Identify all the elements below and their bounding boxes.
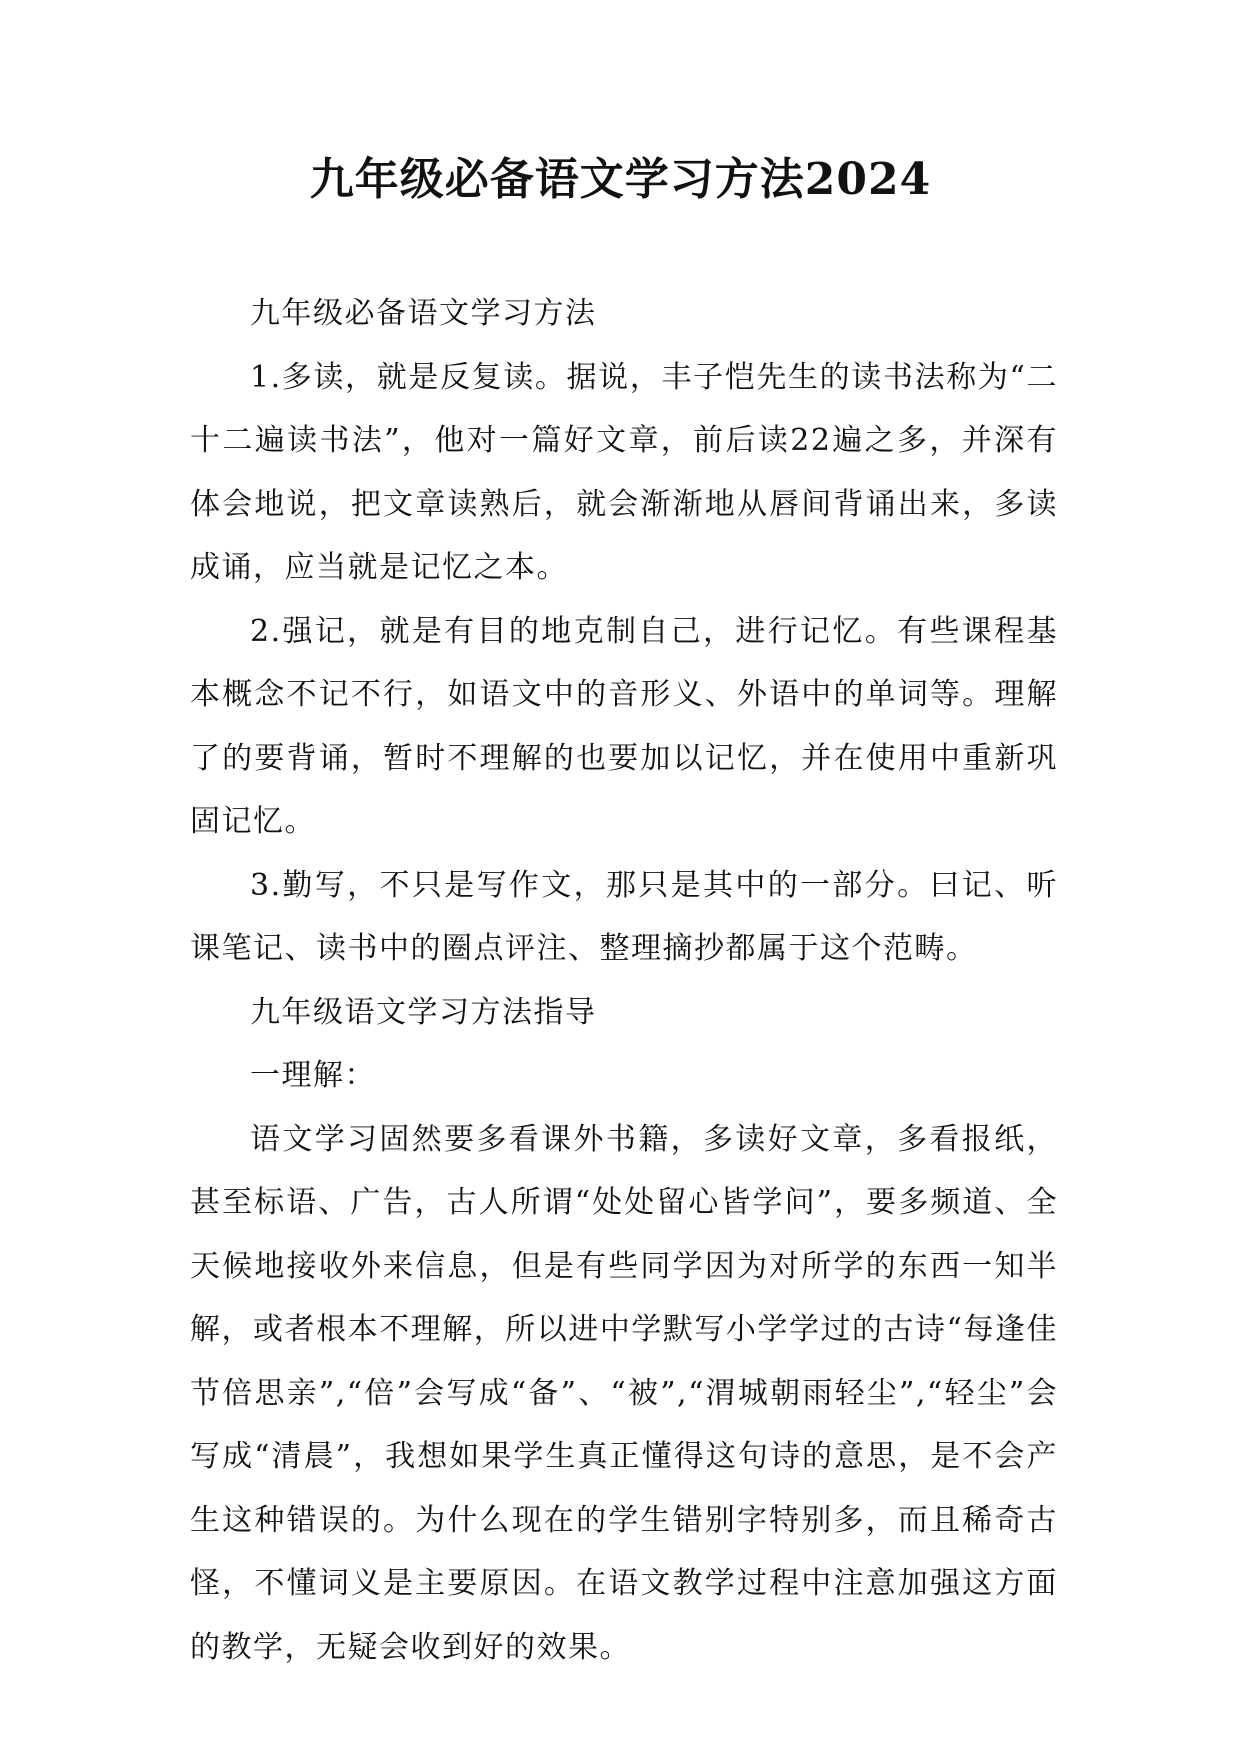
document-body (190, 282, 1058, 1679)
section-heading: 九年级必备语文学习方法 (250, 296, 597, 331)
paragraph: 1.多读，就是反复读。据说，丰子恺先生的读书法称为“二十二遍读书法”，他对一篇好文章，前后读22遍之多，并深有体会地说，把文章读熟后，就会渐渐地从唇间背诵出来，多读成诵，应当就是记忆之本。 (190, 359, 1058, 585)
paragraph: 语文学习固然要多看课外书籍，多读好文章，多看报纸，甚至标语、广告，古人所谓“处处留心皆学问”，要多频道、全天候地接收外来信息，但是有些同学因为对所学的东西一知半解，或者根本不理解，所以进中学默写小学学过的古诗“每逢佳节倍思亲”,“倍”会写成“备”、“被”,“渭城朝雨轻尘”,“轻尘”会写成“清晨”，我想如果学生真正懂得这句诗的意思，是不会产生这种错误的。为什么现在的学生错别字特别多，而且稀奇古怪，不懂词义是主要原因。在语文教学过程中注意加强这方面的教学，无疑会收到好的效果。 (190, 1121, 1058, 1665)
paragraph: 3.勤写，不只是写作文，那只是其中的一部分。曰记、听课笔记、读书中的圈点评注、整理摘抄都属于这个范畴。 (190, 867, 1058, 966)
document-title: 九年级必备语文学习方法2024 (309, 154, 932, 205)
paragraph: 2.强记，就是有目的地克制自己，进行记忆。有些课程基本概念不记不行，如语文中的音形义、外语中的单词等。理解了的要背诵，暂时不理解的也要加以记忆，并在使用中重新巩固记忆。 (190, 613, 1058, 839)
subsection-heading: 一理解： (250, 1058, 376, 1093)
section-heading: 九年级语文学习方法指导 (250, 994, 597, 1030)
